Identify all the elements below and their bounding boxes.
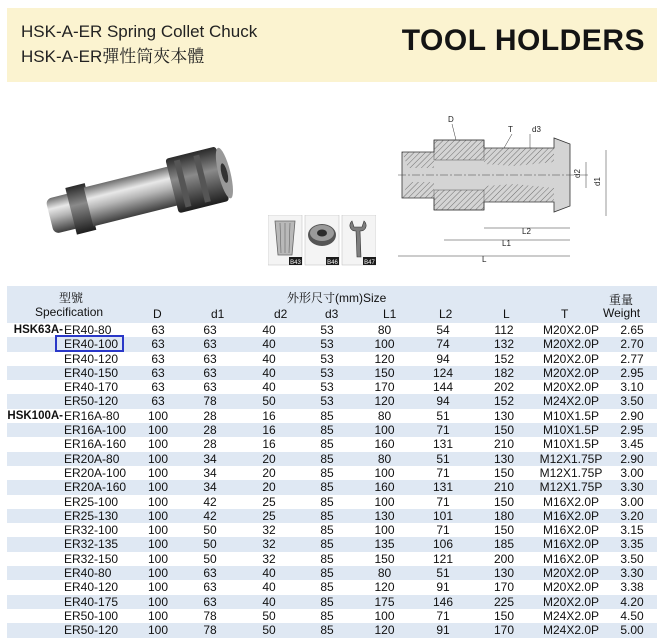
cell-T: M12X1.75P — [539, 465, 603, 480]
cell-T: M20X2.0P — [535, 337, 607, 351]
cell-W: 3.00 — [620, 494, 644, 509]
cell-L: 112 — [494, 323, 514, 337]
cell-L2: 144 — [432, 380, 454, 395]
cell-d1: 50 — [203, 523, 217, 538]
row-model-code: ER40-80 — [64, 323, 112, 337]
row-model-code: ER50-120 — [64, 623, 136, 637]
header-col-T: T — [561, 307, 569, 321]
header-col-d3: d3 — [325, 307, 339, 321]
cell-W: 2.90 — [607, 452, 657, 466]
cell-d3: 85 — [298, 537, 356, 551]
cell-D: 100 — [136, 566, 180, 580]
cell-d3: 85 — [320, 437, 334, 452]
header-col-L2: L2 — [439, 307, 453, 321]
table-row — [7, 609, 657, 623]
thumb-label-b47: B47 — [364, 260, 375, 266]
cell-L: 185 — [473, 537, 535, 551]
cell-L1: 100 — [356, 337, 413, 351]
row-group-prefix — [7, 537, 64, 551]
cell-d2: 40 — [240, 595, 298, 609]
cell-L2: 106 — [413, 537, 473, 551]
cell-D: 63 — [151, 380, 165, 395]
cell-D: 63 — [151, 351, 165, 366]
selected-row-highlight — [55, 335, 124, 352]
cell-D: 100 — [147, 523, 169, 538]
cell-L: 200 — [493, 551, 515, 566]
row-group-prefix — [7, 480, 64, 494]
row-model-code: ER25-100 — [64, 494, 119, 509]
row-model-code: ER40-120 — [64, 580, 119, 595]
cell-L: 170 — [473, 623, 535, 637]
cell-L1: 160 — [374, 437, 395, 452]
technical-drawing — [394, 110, 624, 270]
cell-T: M16X2.0P — [542, 551, 600, 566]
cell-W: 3.10 — [620, 380, 644, 395]
row-group-prefix: HSK63A- — [13, 324, 63, 336]
dim-label-d2: d2 — [573, 169, 582, 178]
row-model-code: ER16A-80 — [64, 408, 120, 423]
cell-d2: 50 — [262, 608, 276, 623]
cell-W: 2.90 — [620, 408, 644, 423]
table-row — [7, 552, 657, 566]
cell-L1: 120 — [356, 394, 413, 408]
cell-d2: 25 — [262, 494, 276, 509]
table-row — [7, 380, 657, 394]
cell-D: 100 — [136, 537, 180, 551]
cell-T: M16X2.0P — [535, 509, 607, 523]
cell-d2: 40 — [262, 323, 276, 337]
cell-D: 63 — [136, 366, 180, 380]
table-row — [7, 452, 657, 466]
table-header — [7, 286, 657, 323]
cell-d3: 85 — [298, 423, 356, 437]
cell-T: M10X1.5P — [542, 408, 600, 423]
row-model-code: ER20A-80 — [64, 452, 136, 466]
table-row — [7, 537, 657, 551]
row-group-prefix — [7, 566, 64, 580]
table-row — [7, 466, 657, 480]
cell-W: 3.38 — [620, 580, 644, 595]
cell-L: 150 — [493, 523, 515, 538]
cell-L: 150 — [493, 608, 515, 623]
cell-T: M20X2.0P — [535, 366, 607, 380]
row-model-code: ER40-80 — [64, 566, 136, 580]
row-model-code: ER32-135 — [64, 537, 136, 551]
cell-d1: 42 — [180, 509, 240, 523]
cell-L2: 94 — [413, 394, 473, 408]
cell-T: M20X2.0P — [542, 323, 600, 337]
cell-L1: 135 — [356, 537, 413, 551]
cell-L1: 100 — [356, 423, 413, 437]
cell-L1: 120 — [356, 623, 413, 637]
cell-d3: 85 — [298, 480, 356, 494]
table-row — [7, 352, 657, 366]
header-weight-en: Weight — [603, 306, 641, 320]
dim-label-L: L — [482, 255, 487, 264]
cell-D: 100 — [147, 494, 169, 509]
cell-L2: 71 — [413, 423, 473, 437]
cell-L2: 131 — [413, 480, 473, 494]
cell-L2: 51 — [436, 408, 450, 423]
cell-d1: 63 — [180, 566, 240, 580]
row-group-prefix — [7, 509, 64, 523]
table-row — [7, 580, 657, 594]
cell-L2: 91 — [413, 623, 473, 637]
row-group-prefix — [7, 609, 64, 623]
cell-W: 3.15 — [620, 523, 644, 538]
cell-D: 100 — [136, 595, 180, 609]
cell-d1: 28 — [203, 437, 217, 452]
cell-d3: 53 — [298, 366, 356, 380]
cell-T: M16X2.0P — [542, 523, 600, 538]
cell-d1: 78 — [203, 608, 217, 623]
cell-d2: 16 — [262, 408, 276, 423]
brand-title: TOOL HOLDERS — [401, 24, 645, 57]
cell-W: 2.95 — [607, 366, 657, 380]
cell-d3: 53 — [320, 323, 334, 337]
cell-d1: 28 — [203, 408, 217, 423]
cell-d2: 32 — [262, 523, 276, 538]
row-model-code: ER25-130 — [64, 509, 136, 523]
table-row — [7, 595, 657, 609]
cell-d3: 85 — [320, 551, 334, 566]
cell-W: 4.50 — [620, 608, 644, 623]
cell-L1: 160 — [356, 480, 413, 494]
cell-W: 4.20 — [607, 595, 657, 609]
cell-L2: 94 — [436, 351, 450, 366]
row-model-code: ER20A-160 — [64, 480, 136, 494]
cell-T: M20X2.0P — [542, 380, 600, 395]
row-model-code: ER32-150 — [64, 551, 119, 566]
cell-d2: 40 — [240, 366, 298, 380]
row-model-code: ER16A-100 — [64, 423, 136, 437]
cell-d3: 85 — [320, 465, 334, 480]
cell-L: 152 — [493, 351, 515, 366]
cell-D: 63 — [151, 323, 165, 337]
row-group-prefix — [7, 394, 64, 408]
cell-L2: 71 — [436, 523, 450, 538]
cell-d1: 63 — [203, 323, 217, 337]
cell-L2: 101 — [413, 509, 473, 523]
cell-W: 3.30 — [607, 566, 657, 580]
cell-L: 170 — [493, 580, 515, 595]
table-row — [7, 509, 657, 523]
cell-T: M10X1.5P — [535, 423, 607, 437]
row-model-code: ER40-100 — [64, 337, 136, 351]
cell-D: 63 — [136, 394, 180, 408]
cell-L1: 150 — [356, 366, 413, 380]
cell-d2: 20 — [240, 480, 298, 494]
cell-L: 202 — [493, 380, 515, 395]
cell-L1: 150 — [374, 551, 395, 566]
cell-W: 2.70 — [607, 337, 657, 351]
dim-label-L2: L2 — [522, 227, 531, 236]
cell-L: 132 — [473, 337, 535, 351]
cell-L2: 71 — [436, 608, 450, 623]
row-group-prefix: HSK100A- — [7, 409, 63, 422]
cell-T: M20X2.0P — [542, 580, 600, 595]
header-col-d2: d2 — [274, 307, 288, 321]
cell-L2: 54 — [436, 323, 450, 337]
row-group-prefix — [7, 552, 64, 566]
cell-L1: 100 — [374, 465, 395, 480]
cell-W: 3.30 — [607, 480, 657, 494]
cell-T: M12X1.75P — [535, 452, 607, 466]
cell-d3: 85 — [298, 623, 356, 637]
cell-L2: 124 — [413, 366, 473, 380]
cell-d2: 40 — [240, 337, 298, 351]
cell-L1: 100 — [374, 608, 395, 623]
cell-T: M24X2.0P — [542, 608, 600, 623]
cell-L: 210 — [473, 480, 535, 494]
header-col-D: D — [153, 307, 162, 321]
thumb-label-b43: B43 — [290, 260, 301, 266]
cell-L2: 51 — [413, 566, 473, 580]
cell-D: 100 — [136, 623, 180, 637]
row-model-code: ER16A-160 — [64, 437, 127, 452]
cell-W: 3.35 — [607, 537, 657, 551]
cell-d3: 53 — [320, 380, 334, 395]
cell-L2: 74 — [413, 337, 473, 351]
cell-W: 3.45 — [620, 437, 644, 452]
cell-L: 180 — [473, 509, 535, 523]
cell-D: 100 — [136, 509, 180, 523]
header-col-L: L — [503, 307, 510, 321]
cell-d1: 42 — [203, 494, 217, 509]
dim-label-T: T — [508, 125, 513, 134]
cell-L: 152 — [473, 394, 535, 408]
row-group-prefix — [7, 380, 64, 394]
row-model-code: ER50-120 — [64, 394, 136, 408]
cell-L2: 131 — [432, 437, 454, 452]
cell-L1: 100 — [374, 494, 395, 509]
cell-D: 100 — [147, 608, 169, 623]
header-weight-cn: 重量 — [609, 293, 634, 307]
cell-L1: 175 — [356, 595, 413, 609]
table-row — [7, 409, 657, 423]
cell-L: 150 — [493, 465, 515, 480]
cell-d2: 25 — [240, 509, 298, 523]
cell-L1: 170 — [374, 380, 395, 395]
cell-d3: 85 — [320, 608, 334, 623]
header-size-caption: 外形尺寸(mm)Size — [287, 291, 387, 305]
cell-T: M16X2.0P — [535, 537, 607, 551]
cell-d1: 50 — [203, 551, 217, 566]
cell-W: 5.00 — [607, 623, 657, 637]
row-group-prefix — [7, 466, 64, 480]
cell-d1: 63 — [203, 351, 217, 366]
cell-d2: 32 — [262, 551, 276, 566]
cell-L2: 51 — [413, 452, 473, 466]
cell-d1: 63 — [203, 380, 217, 395]
cell-L: 210 — [493, 437, 515, 452]
table-row — [7, 437, 657, 451]
cell-D: 100 — [147, 408, 169, 423]
cell-D: 100 — [136, 452, 180, 466]
cell-d3: 85 — [298, 566, 356, 580]
table-row — [7, 366, 657, 380]
header-col-L1: L1 — [383, 307, 397, 321]
table-row — [7, 480, 657, 494]
cell-d3: 85 — [298, 452, 356, 466]
cell-D: 100 — [147, 551, 169, 566]
table-row — [7, 423, 657, 437]
cell-d2: 40 — [240, 566, 298, 580]
cell-d1: 34 — [180, 452, 240, 466]
cell-L1: 80 — [377, 323, 392, 337]
row-group-prefix — [7, 623, 64, 637]
cell-d3: 85 — [320, 494, 334, 509]
cell-L: 130 — [473, 452, 535, 466]
row-group-prefix — [7, 352, 64, 366]
cell-d2: 40 — [262, 580, 276, 595]
table-row — [7, 495, 657, 509]
table-row — [7, 623, 657, 637]
cell-D: 100 — [136, 423, 180, 437]
cell-d2: 16 — [262, 437, 276, 452]
cell-d2: 20 — [262, 465, 276, 480]
cell-d1: 34 — [180, 480, 240, 494]
cell-T: M20X2.0P — [542, 351, 600, 366]
cell-d1: 63 — [180, 337, 240, 351]
cell-L2: 71 — [436, 494, 450, 509]
table-row — [7, 394, 657, 408]
header-col-d1: d1 — [211, 307, 225, 321]
dim-label-D: D — [448, 115, 454, 124]
cell-D: 100 — [147, 580, 169, 595]
cell-T: M12X1.75P — [535, 480, 607, 494]
cell-d2: 40 — [262, 351, 276, 366]
cell-L2: 71 — [436, 465, 450, 480]
table-row — [7, 566, 657, 580]
row-group-prefix — [7, 366, 64, 380]
row-group-prefix — [7, 595, 64, 609]
row-model-code: ER32-100 — [64, 523, 119, 538]
cell-d3: 53 — [298, 394, 356, 408]
cell-T: M24X2.0P — [535, 623, 607, 637]
cell-W: 3.00 — [620, 465, 644, 480]
row-model-code: ER40-170 — [64, 380, 119, 395]
cell-W: 3.50 — [620, 551, 644, 566]
cell-d2: 50 — [240, 623, 298, 637]
cell-d1: 63 — [180, 595, 240, 609]
header-spec-en: Specification — [35, 305, 104, 319]
cell-L1: 130 — [356, 509, 413, 523]
cell-W: 3.20 — [607, 509, 657, 523]
cell-d3: 85 — [320, 523, 334, 538]
row-group-prefix — [7, 580, 64, 594]
row-model-code: ER20A-100 — [64, 465, 127, 480]
row-group-prefix — [7, 495, 64, 509]
cell-L1: 120 — [374, 351, 395, 366]
cell-L1: 80 — [356, 452, 413, 466]
row-model-code: ER40-175 — [64, 595, 136, 609]
cell-d3: 53 — [298, 337, 356, 351]
cell-L2: 121 — [432, 551, 454, 566]
cell-L1: 100 — [374, 523, 395, 538]
title-english: HSK-A-ER Spring Collet Chuck — [21, 22, 258, 41]
cell-d1: 63 — [203, 580, 217, 595]
accessory-thumbnails — [268, 215, 376, 267]
cell-d1: 78 — [180, 623, 240, 637]
cell-T: M16X2.0P — [542, 494, 600, 509]
cell-d1: 63 — [180, 366, 240, 380]
cell-L: 182 — [473, 366, 535, 380]
cell-W: 2.77 — [620, 351, 644, 366]
cell-d1: 34 — [203, 465, 217, 480]
cell-L: 225 — [473, 595, 535, 609]
cell-T: M24X2.0P — [535, 394, 607, 408]
row-model-code: ER40-120 — [64, 351, 119, 366]
cell-W: 2.95 — [607, 423, 657, 437]
cell-d3: 85 — [320, 580, 334, 595]
cell-d2: 16 — [240, 423, 298, 437]
cell-d2: 40 — [262, 380, 276, 395]
cell-d3: 85 — [320, 408, 334, 423]
cell-L2: 91 — [436, 580, 450, 595]
dim-label-d1: d1 — [593, 177, 602, 186]
row-group-prefix — [7, 423, 64, 437]
row-model-code: ER50-100 — [64, 608, 119, 623]
collet-chuck-photo — [40, 130, 240, 250]
cell-T: M10X1.5P — [542, 437, 600, 452]
row-group-prefix — [7, 437, 64, 451]
cell-d2: 20 — [240, 452, 298, 466]
cell-L: 130 — [473, 566, 535, 580]
cell-L2: 146 — [413, 595, 473, 609]
cell-L1: 80 — [356, 566, 413, 580]
cell-d1: 78 — [180, 394, 240, 408]
cell-L: 150 — [473, 423, 535, 437]
cell-W: 2.65 — [620, 323, 644, 337]
thumb-label-b46: B46 — [327, 260, 338, 266]
cell-L1: 80 — [377, 408, 392, 423]
cell-d3: 53 — [320, 351, 334, 366]
cell-L: 150 — [493, 494, 515, 509]
cell-L: 130 — [493, 408, 515, 423]
cell-d3: 85 — [298, 595, 356, 609]
row-model-code: ER40-150 — [64, 366, 136, 380]
cell-d2: 50 — [240, 394, 298, 408]
dim-label-L1: L1 — [502, 239, 511, 248]
dim-label-d3: d3 — [532, 125, 541, 134]
table-row — [7, 523, 657, 537]
spec-table-body — [7, 323, 657, 638]
cell-D: 100 — [147, 465, 169, 480]
cell-D: 100 — [136, 480, 180, 494]
cell-D: 100 — [147, 437, 169, 452]
cell-L1: 120 — [374, 580, 395, 595]
cell-D: 63 — [136, 337, 180, 351]
row-group-prefix — [7, 452, 64, 466]
header-banner — [7, 8, 657, 82]
cell-W: 3.50 — [607, 394, 657, 408]
row-group-prefix — [7, 523, 64, 537]
cell-T: M20X2.0P — [535, 595, 607, 609]
cell-T: M20X2.0P — [535, 566, 607, 580]
cell-d1: 28 — [180, 423, 240, 437]
header-spec-cn: 型號 — [59, 291, 84, 305]
title-chinese: HSK-A-ER彈性筒夾本體 — [21, 47, 205, 66]
cell-d2: 32 — [240, 537, 298, 551]
cell-d1: 50 — [180, 537, 240, 551]
cell-d3: 85 — [298, 509, 356, 523]
